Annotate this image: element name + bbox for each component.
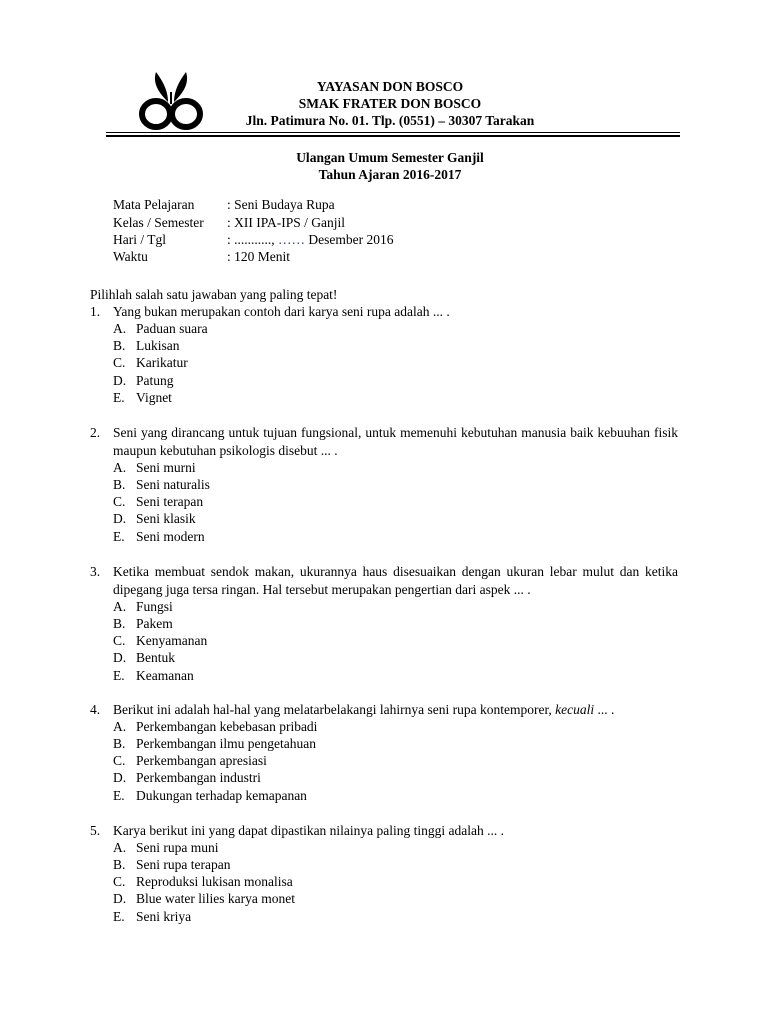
question-number: 2. [90, 425, 101, 440]
option-text: Pakem [136, 616, 173, 631]
option-letter: B. [113, 736, 126, 751]
info-value: : 120 Menit [227, 249, 290, 264]
info-label: Hari / Tgl [113, 232, 166, 247]
option-letter: C. [113, 355, 126, 370]
option-letter: C. [113, 753, 126, 768]
option-letter: A. [113, 599, 127, 614]
question-text-end: ... . [594, 702, 615, 717]
option-letter: D. [113, 891, 127, 906]
option-text: Dukungan terhadap kemapanan [136, 788, 307, 803]
option-letter: D. [113, 770, 127, 785]
school-foundation-name: YAYASAN DON BOSCO [316, 79, 464, 94]
info-label: Waktu [113, 249, 148, 264]
option-letter: A. [113, 719, 127, 734]
option-letter: A. [113, 460, 127, 475]
question-number: 4. [90, 702, 101, 717]
instruction: Pilihlah salah satu jawaban yang paling tepat! [90, 287, 338, 302]
exam-year: Tahun Ajaran 2016-2017 [318, 167, 462, 182]
info-value [227, 232, 394, 248]
option-text: Bentuk [136, 650, 175, 665]
info-label: Mata Pelajaran [113, 197, 195, 212]
option-letter: E. [113, 529, 125, 544]
option-text: Patung [136, 373, 174, 388]
date-suffix: Desember 2016 [305, 232, 394, 247]
option-text: Perkembangan ilmu pengetahuan [136, 736, 316, 751]
option-text: Reproduksi lukisan monalisa [136, 874, 293, 889]
option-letter: A. [113, 840, 127, 855]
question-number: 3. [90, 564, 101, 579]
option-letter: C. [113, 633, 126, 648]
option-text: Seni murni [136, 460, 196, 475]
option-text: Fungsi [136, 599, 173, 614]
option-letter: E. [113, 390, 125, 405]
option-text: Perkembangan kebebasan pribadi [136, 719, 318, 734]
date-dots: …… [278, 232, 306, 247]
option-text: Blue water lilies karya monet [136, 891, 295, 906]
option-letter: D. [113, 650, 127, 665]
header-divider-thin [106, 132, 680, 133]
option-text: Seni klasik [136, 511, 196, 526]
option-text: Paduan suara [136, 321, 208, 336]
option-text: Keamanan [136, 668, 194, 683]
option-text: Seni rupa muni [136, 840, 219, 855]
info-value: : XII IPA-IPS / Ganjil [227, 215, 346, 230]
question-text: Yang bukan merupakan contoh dari karya seni rupa adalah ... . [113, 304, 450, 319]
question-text-main: Berikut ini adalah hal-hal yang melatarbelakangi lahirnya seni rupa kontemporer, [113, 702, 556, 717]
question-text [113, 701, 614, 718]
question-text: Ketika membuat sendok makan, ukurannya haus disesuaikan dengan ukuran lebar mulut dan ketika dipegang juga tersa ringan. Hal tersebut merupakan pengertian dari aspek ... . [113, 564, 678, 597]
question-text: Seni yang dirancang untuk tujuan fungsional, untuk memenuhi kebutuhan manusia baik kebuuhan fisik maupun kebutuhan psikologis disebut ... . [113, 425, 678, 458]
option-letter: E. [113, 668, 125, 683]
option-text: Seni rupa terapan [136, 857, 231, 872]
option-text: Lukisan [136, 338, 180, 353]
option-letter: D. [113, 511, 127, 526]
option-letter: B. [113, 338, 126, 353]
question-text: Karya berikut ini yang dapat dipastikan nilainya paling tinggi adalah ... . [113, 823, 505, 838]
option-letter: C. [113, 874, 126, 889]
school-address: Jln. Patimura No. 01. Tlp. (0551) – 30307 Tarakan [245, 113, 535, 128]
option-letter: B. [113, 616, 126, 631]
option-text: Perkembangan apresiasi [136, 753, 267, 768]
logo-ring-left [142, 101, 170, 127]
question-number: 1. [90, 304, 101, 319]
info-value: : Seni Budaya Rupa [227, 197, 335, 212]
option-text: Karikatur [136, 355, 188, 370]
option-text: Seni naturalis [136, 477, 210, 492]
option-text: Vignet [136, 390, 172, 405]
option-letter: A. [113, 321, 127, 336]
question-number: 5. [90, 823, 101, 838]
option-letter: C. [113, 494, 126, 509]
option-letter: E. [113, 788, 125, 803]
option-letter: D. [113, 373, 127, 388]
logo-leaf-left [155, 72, 168, 102]
exam-title: Ulangan Umum Semester Ganjil [296, 150, 484, 165]
info-label: Kelas / Semester [113, 215, 204, 230]
option-text: Seni kriya [136, 909, 192, 924]
option-text: Perkembangan industri [136, 770, 261, 785]
header-divider-thick [106, 135, 680, 137]
option-letter: B. [113, 857, 126, 872]
question-text-emphasis: kecuali [555, 702, 595, 717]
option-letter: E. [113, 909, 125, 924]
school-name: SMAK FRATER DON BOSCO [298, 96, 482, 111]
date-prefix: : ..........., [227, 232, 279, 247]
option-text: Kenyamanan [136, 633, 208, 648]
option-text: Seni modern [136, 529, 205, 544]
option-letter: B. [113, 477, 126, 492]
option-text: Seni terapan [136, 494, 204, 509]
